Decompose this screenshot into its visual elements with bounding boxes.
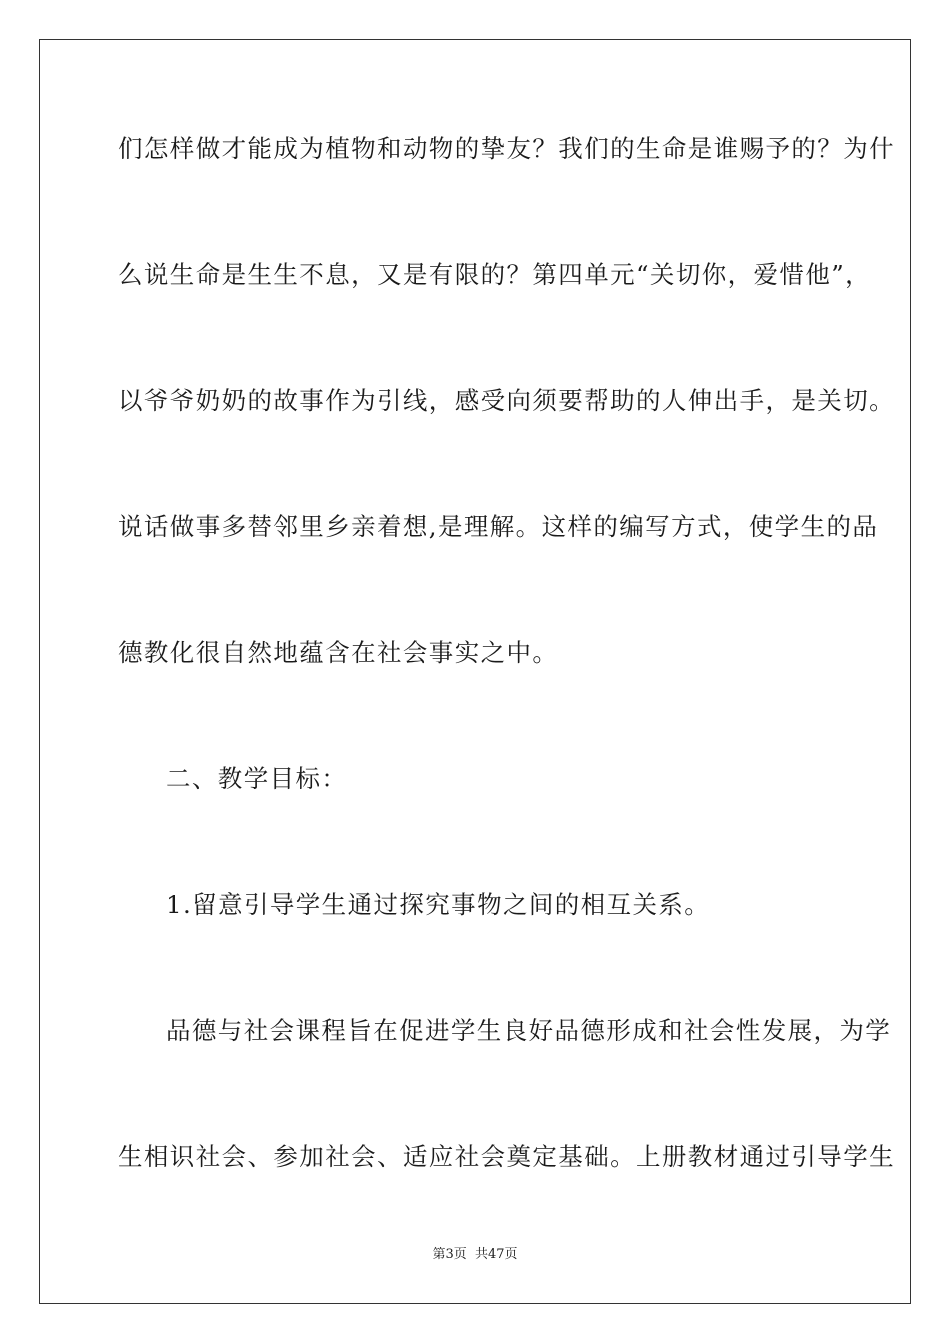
body-text-line: 么说生命是生生不息，又是有限的？第四单元“关切你，爱惜他”，	[118, 260, 872, 289]
body-text-line: 德教化很自然地蕴含在社会事实之中。	[118, 638, 559, 667]
body-text-line: 1.留意引导学生通过探究事物之间的相互关系。	[166, 890, 711, 919]
body-text-line: 说话做事多替邻里乡亲着想,是理解。这样的编写方式，使学生的品	[118, 512, 879, 541]
body-text-line: 生相识社会、参加社会、适应社会奠定基础。上册教材通过引导学生	[118, 1142, 895, 1171]
body-text-line: 以爷爷奶奶的故事作为引线，感受向须要帮助的人伸出手，是关切。	[118, 386, 895, 415]
page-border	[39, 39, 911, 1304]
page-number-footer: 第3页 共47页	[432, 1247, 518, 1262]
body-text-line: 品德与社会课程旨在促进学生良好品德形成和社会性发展，为学	[166, 1016, 892, 1045]
body-text-line: 们怎样做才能成为植物和动物的挚友？我们的生命是谁赐予的？为什	[118, 134, 895, 163]
section-heading: 二、教学目标：	[166, 764, 348, 793]
